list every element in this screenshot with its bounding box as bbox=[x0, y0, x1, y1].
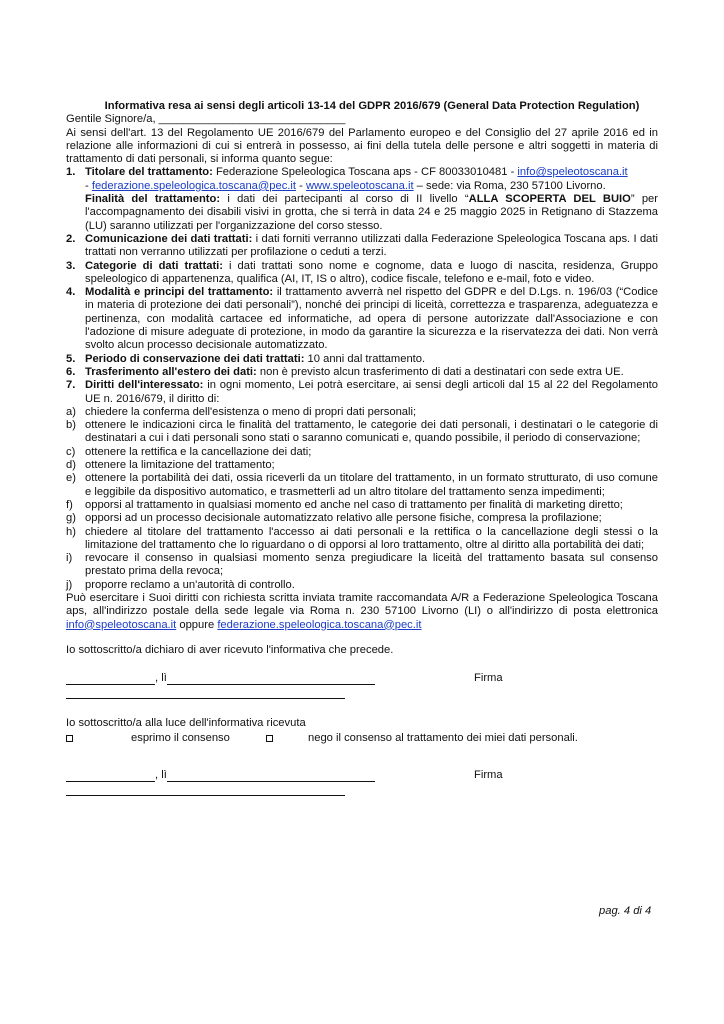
right-item: i) revocare il consenso in qualsiasi momento senza pregiudicare la liceità del trattamento basata sul consenso prestato prima della revoca; bbox=[66, 552, 658, 578]
section-comunicazione: 2. Comunicazione dei dati trattati: i dati forniti verranno utilizzati dalla Federazione Speleologica Toscana aps. I dati trattati non verranno utilizzati per profilazione o ceduti a terzi. bbox=[66, 232, 658, 259]
right-item: a) chiedere la conferma dell'esistenza o meno di propri dati personali; bbox=[66, 405, 417, 418]
section-number: 1. bbox=[66, 166, 76, 179]
consent-yes-label: esprimo il consenso bbox=[131, 731, 230, 744]
right-item: e) ottenere la portabilità dei dati, ossia riceverli da un titolare del trattamento, in un formato strutturato, di uso comune e leggibile da dispositivo automatico, e trasmetterli ad un altro titolare del trattamento senza impedimenti; bbox=[66, 472, 658, 498]
place-field[interactable] bbox=[66, 771, 155, 782]
section-modalita: 4. Modalità e principi del trattamento: il trattamento avverrà nel rispetto del GDPR e del D.Lgs. n. 196/03 (“Codice in materia di protezione dei dati personali”), nonché dei principi di liceità, correttezza e trasparenza, adeguatezza e pertinenza, con modalità cartacee ed informatiche, ad opera di persone autorizzate dall'Associazione e con l'adozione di misure adeguate di protezione, in modo da garantire la sicurezza e la riservatezza dei dati. Non verrà svolto alcun processo decisionale automatizzato. bbox=[66, 286, 658, 352]
consent-options bbox=[66, 730, 658, 746]
closing-paragraph: Può esercitare i Suoi diritti con richiesta scritta inviata tramite raccomandata A/R a Federazione Speleologica Toscana aps, all'indirizzo postale della sede legale via Roma n. 230 57100 Livorno (LI) o all'indirizzo di posta elettronica info@speleotoscana.it oppure federazione.speleologica.toscana@pec.it bbox=[66, 591, 658, 631]
declaration: Io sottoscritto/a dichiaro di aver ricevuto l'informativa che precede. bbox=[66, 643, 394, 656]
section-categorie: 3. Categorie di dati trattati: i dati trattati sono nome e cognome, data e luogo di nascita, residenza, Gruppo speleologico di appartenenza, qualifica (AI, IT, IS o altro), codice fiscale, telefono e e-mail, foto e video. bbox=[66, 259, 658, 285]
signature-line[interactable] bbox=[66, 688, 345, 699]
signature-row bbox=[66, 768, 658, 782]
date-field[interactable] bbox=[167, 771, 375, 782]
firma-label: Firma bbox=[474, 769, 503, 782]
signature-row bbox=[66, 671, 658, 685]
section-finalita: Finalità del trattamento: i dati dei partecipanti al corso di II livello “ALLA SCOPERTA DEL BUIO” per l'accompagnamento dei disabili visivi in grotta, che si terrà in data 24 e 25 maggio 2025 in Retignano di Stazzema (LU) saranno utilizzati per l'organizzazione del corso stesso. bbox=[85, 193, 658, 232]
intro-paragraph: Ai sensi dell'art. 13 del Regolamento UE 2016/679 del Parlamento europeo e del Consiglio del 27 aprile 2016 ed in relazione alle informazioni di cui si entrerà in possesso, ai fini della tutela delle persone e altri soggetti in materia di trattamento di dati personali, si informa quanto segue: bbox=[66, 126, 658, 166]
consent-no-checkbox[interactable] bbox=[266, 735, 273, 742]
page-number: pag. 4 di 4 bbox=[599, 905, 652, 917]
consent-no-label: nego il consenso al trattamento dei miei dati personali. bbox=[308, 731, 578, 744]
email-link[interactable]: info@speleotoscana.it bbox=[66, 618, 177, 631]
section-heading: Titolare del trattamento: bbox=[85, 166, 213, 179]
right-item: j) proporre reclamo a un'autorità di controllo. bbox=[66, 578, 295, 591]
document-body bbox=[66, 100, 658, 796]
right-item: b) ottenere le indicazioni circa le finalità del trattamento, le categorie dei dati personali, i destinatari o le categorie di destinatari a cui i dati personali sono stati o saranno comunicati e, quando possibile, il periodo di conservazione; bbox=[66, 419, 658, 445]
right-item: f) opporsi al trattamento in qualsiasi momento ed anche nel caso di trattamento per finalità di marketing diretto; bbox=[66, 498, 623, 511]
li-label: , lì bbox=[155, 671, 167, 684]
section-diritti: 7. Diritti dell'interessato: in ogni momento, Lei potrà esercitare, ai sensi degli articoli dal 15 al 22 del Regolamento UE n. 2016/679, il diritto di: bbox=[66, 379, 658, 405]
email-link[interactable]: info@speleotoscana.it bbox=[517, 166, 628, 179]
right-item: d) ottenere la limitazione del trattamento; bbox=[66, 459, 275, 472]
section-heading: Finalità del trattamento: bbox=[85, 193, 221, 206]
pec-link[interactable]: federazione.speleologica.toscana@pec.it bbox=[217, 618, 422, 631]
right-item: h) chiedere al titolare del trattamento l'accesso ai dati personali e la rettifica o la cancellazione degli stessi o la limitazione del trattamento che lo riguardano o di opporsi al loro trattamento, oltre al diritto alla portabilità dei dati; bbox=[66, 525, 658, 551]
place-field[interactable] bbox=[66, 674, 155, 685]
consent-intro: Io sottoscritto/a alla luce dell'informativa ricevuta bbox=[66, 717, 306, 730]
right-item: g) opporsi ad un processo decisionale automatizzato relativo alle persone fisiche, compresa la profilazione; bbox=[66, 512, 602, 525]
section-conservazione: 5. Periodo di conservazione dei dati trattati: 10 anni dal trattamento. bbox=[66, 352, 426, 365]
li-label: , lì bbox=[155, 769, 167, 782]
right-item: c) ottenere la rettifica e la cancellazione dei dati; bbox=[66, 445, 312, 458]
section-titolare: 1. Titolare del trattamento: Federazione Speleologica Toscana aps - CF 80033010481 - info@speleotoscana.it - federazione.speleologica.toscana@pec.it - www.speleotoscana.it – sede: via Roma, 230 57100 Livorno. bbox=[66, 166, 628, 192]
greeting: Gentile Signore/a, ______________________________ bbox=[66, 113, 346, 126]
signature-line[interactable] bbox=[66, 785, 345, 796]
date-field[interactable] bbox=[167, 674, 375, 685]
section-trasferimento: 6. Trasferimento all'estero dei dati: non è previsto alcun trasferimento di dati a destinatari con sede extra UE. bbox=[66, 365, 624, 378]
course-name: ALLA SCOPERTA DEL BUIO bbox=[468, 193, 631, 206]
website-link[interactable]: www.speleotoscana.it bbox=[305, 179, 414, 192]
firma-label: Firma bbox=[474, 671, 503, 684]
document-title: Informativa resa ai sensi degli articoli 13-14 del GDPR 2016/679 (General Data Protection Regulation) bbox=[104, 100, 640, 112]
consent-yes-checkbox[interactable] bbox=[66, 735, 73, 742]
pec-link[interactable]: federazione.speleologica.toscana@pec.it bbox=[91, 179, 297, 192]
